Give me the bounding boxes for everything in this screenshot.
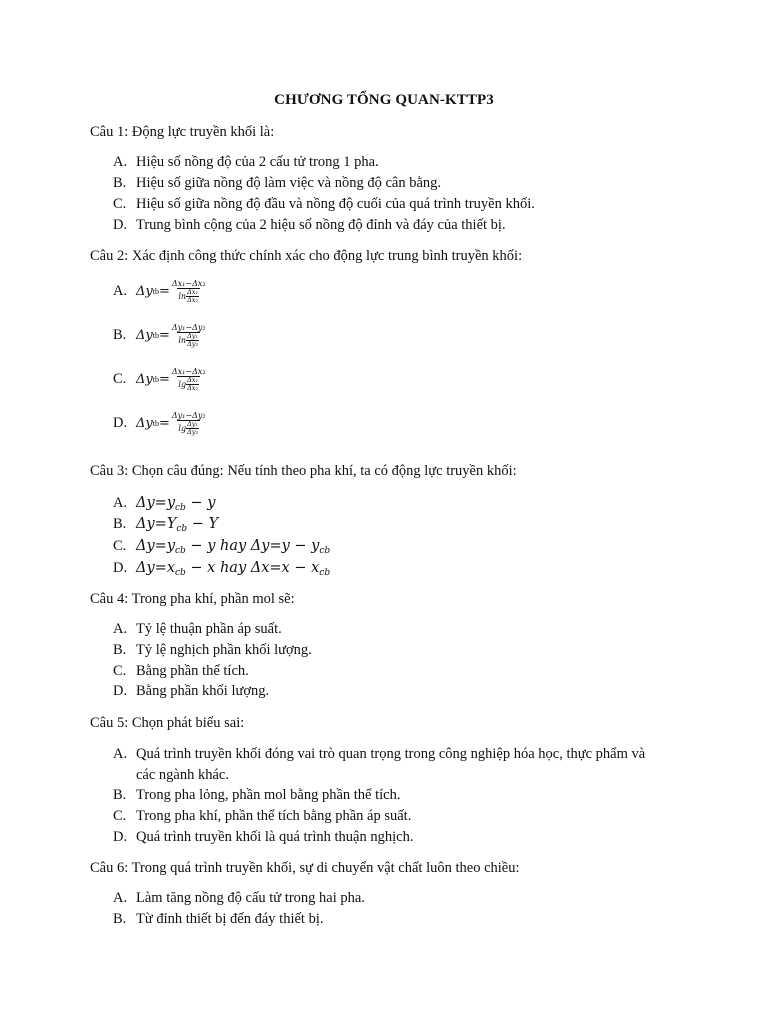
option-text: Quá trình truyền khối là quá trình thuận nghịch. bbox=[136, 829, 414, 845]
option-text: Trong pha khí, phần thể tích bằng phần áp suất. bbox=[136, 808, 412, 824]
formula-numerator: Δx₁−Δx₂ bbox=[171, 367, 206, 376]
question-2: Câu 2: Xác định công thức chính xác cho động lực trung bình truyền khối: bbox=[90, 248, 523, 264]
formula-numerator: Δx₁−Δx₂ bbox=[171, 279, 206, 288]
log-top: Δx₁ bbox=[187, 288, 199, 296]
log-function: ln bbox=[178, 292, 187, 301]
option-letter: D. bbox=[113, 829, 128, 845]
formula-subscript: tb bbox=[152, 419, 159, 428]
q2-option-d bbox=[113, 411, 207, 436]
question-1: Câu 1: Động lực truyền khối là: bbox=[90, 124, 275, 140]
option-letter: B. bbox=[113, 642, 127, 658]
option-text: Bằng phần khối lượng. bbox=[136, 683, 270, 699]
option-formula: $\Delta y=Y_{cb} - Y$ bbox=[136, 516, 219, 534]
question-5: Câu 5: Chọn phát biểu sai: bbox=[90, 715, 245, 731]
q4-option-c bbox=[113, 663, 249, 680]
option-formula: $\Delta y=y_{cb} - y$ hay $\Delta y=y - y_{cb}$ bbox=[136, 538, 331, 556]
option-letter: D. bbox=[113, 560, 128, 576]
option-letter: A. bbox=[113, 621, 128, 637]
formula: Δy tb = Δy₁−Δy₂ lg Δy₁ Δy₂ bbox=[136, 411, 206, 436]
log-bottom: Δy₂ bbox=[187, 340, 199, 348]
log-bottom: Δx₂ bbox=[187, 296, 199, 304]
option-letter: C. bbox=[113, 808, 127, 824]
option-text: Làm tăng nồng độ cấu tử trong hai pha. bbox=[136, 890, 365, 906]
q2-option-b bbox=[113, 323, 207, 348]
option-letter: D. bbox=[113, 414, 128, 431]
q3-option-a bbox=[113, 495, 215, 513]
option-letter: B. bbox=[113, 326, 127, 343]
log-top: Δx₁ bbox=[187, 376, 199, 384]
q5-option-b bbox=[113, 787, 400, 804]
option-text-continuation: các ngành khác. bbox=[136, 767, 229, 783]
formula-numerator: Δy₁−Δy₂ bbox=[171, 411, 206, 420]
q3-option-d bbox=[113, 560, 330, 578]
option-letter: A. bbox=[113, 746, 128, 762]
formula-subscript: tb bbox=[152, 287, 159, 296]
option-text: Tỷ lệ nghịch phần khối lượng. bbox=[136, 642, 312, 658]
log-bottom: Δx₂ bbox=[187, 384, 199, 392]
option-text: Tỷ lệ thuận phần áp suất. bbox=[136, 621, 282, 637]
option-text: Hiệu số giữa nồng độ làm việc và nồng độ cân bằng. bbox=[136, 175, 442, 191]
option-text: Trong pha lỏng, phần mol bằng phần thể tích. bbox=[136, 787, 401, 803]
option-formula: $\Delta y=y_{cb} - y$ bbox=[136, 495, 216, 513]
option-text: Từ đỉnh thiết bị đến đáy thiết bị. bbox=[136, 911, 324, 927]
option-text: Hiệu số nồng độ của 2 cấu tử trong 1 pha. bbox=[136, 154, 379, 170]
option-text: Quá trình truyền khối đóng vai trò quan trọng trong công nghiệp hóa học, thực phẩm và bbox=[136, 746, 646, 762]
q3-option-c bbox=[113, 538, 330, 556]
formula-lhs: Δy bbox=[136, 284, 153, 299]
q4-option-b bbox=[113, 642, 312, 659]
option-text: Hiệu số giữa nồng độ đầu và nồng độ cuối của quá trình truyền khối. bbox=[136, 196, 535, 212]
option-letter: A. bbox=[113, 282, 128, 299]
q1-option-d bbox=[113, 217, 506, 234]
formula: Δy tb = Δx₁−Δx₂ lg Δx₁ Δx₂ bbox=[136, 367, 206, 392]
option-letter: B. bbox=[113, 516, 127, 532]
q5-option-c bbox=[113, 808, 411, 825]
q4-option-d bbox=[113, 683, 269, 700]
option-letter: C. bbox=[113, 663, 127, 679]
option-letter: B. bbox=[113, 787, 127, 803]
option-letter: B. bbox=[113, 175, 127, 191]
question-4: Câu 4: Trong pha khí, phần mol sẽ: bbox=[90, 591, 295, 607]
option-letter: B. bbox=[113, 911, 127, 927]
formula-lhs: Δy bbox=[136, 328, 153, 343]
option-letter: A. bbox=[113, 154, 128, 170]
option-letter: A. bbox=[113, 495, 128, 511]
option-formula: $\Delta y=x_{cb} - x$ hay $\Delta x=x - x_{cb}$ bbox=[136, 560, 331, 578]
question-6: Câu 6: Trong quá trình truyền khối, sự di chuyển vật chất luôn theo chiều: bbox=[90, 860, 520, 876]
formula: Δy tb = Δx₁−Δx₂ ln Δx₁ Δx₂ bbox=[136, 279, 206, 304]
option-letter: C. bbox=[113, 370, 127, 387]
log-bottom: Δy₂ bbox=[187, 428, 199, 436]
formula-subscript: tb bbox=[152, 331, 159, 340]
log-function: lg bbox=[178, 424, 187, 433]
formula-numerator: Δy₁−Δy₂ bbox=[171, 323, 206, 332]
formula-subscript: tb bbox=[152, 375, 159, 384]
formula-lhs: Δy bbox=[136, 372, 153, 387]
page-title: CHƯƠNG TỔNG QUAN-KTTP3 bbox=[274, 92, 494, 108]
q5-option-a bbox=[113, 744, 683, 786]
q1-option-a bbox=[113, 154, 379, 171]
log-function: ln bbox=[178, 336, 187, 345]
q6-option-a bbox=[113, 890, 365, 907]
question-3: Câu 3: Chọn câu đúng: Nếu tính theo pha khí, ta có động lực truyền khối: bbox=[90, 463, 517, 479]
q3-option-b bbox=[113, 516, 218, 534]
option-letter: D. bbox=[113, 683, 128, 699]
q2-option-a bbox=[113, 279, 207, 304]
option-text: Trung bình cộng của 2 hiệu số nồng độ đỉnh và đáy của thiết bị. bbox=[136, 217, 506, 233]
option-letter: C. bbox=[113, 196, 127, 212]
formula: Δy tb = Δy₁−Δy₂ ln Δy₁ Δy₂ bbox=[136, 323, 206, 348]
q5-option-d bbox=[113, 829, 413, 846]
q4-option-a bbox=[113, 621, 282, 638]
q1-option-b bbox=[113, 175, 441, 192]
q6-option-b bbox=[113, 911, 323, 928]
q2-option-c bbox=[113, 367, 207, 392]
log-function: lg bbox=[178, 380, 187, 389]
option-letter: D. bbox=[113, 217, 128, 233]
formula-lhs: Δy bbox=[136, 416, 153, 431]
q1-option-c bbox=[113, 196, 535, 213]
log-top: Δy₁ bbox=[187, 332, 199, 340]
option-letter: A. bbox=[113, 890, 128, 906]
log-top: Δy₁ bbox=[187, 420, 199, 428]
option-letter: C. bbox=[113, 538, 127, 554]
option-text: Bằng phần thể tích. bbox=[136, 663, 249, 679]
